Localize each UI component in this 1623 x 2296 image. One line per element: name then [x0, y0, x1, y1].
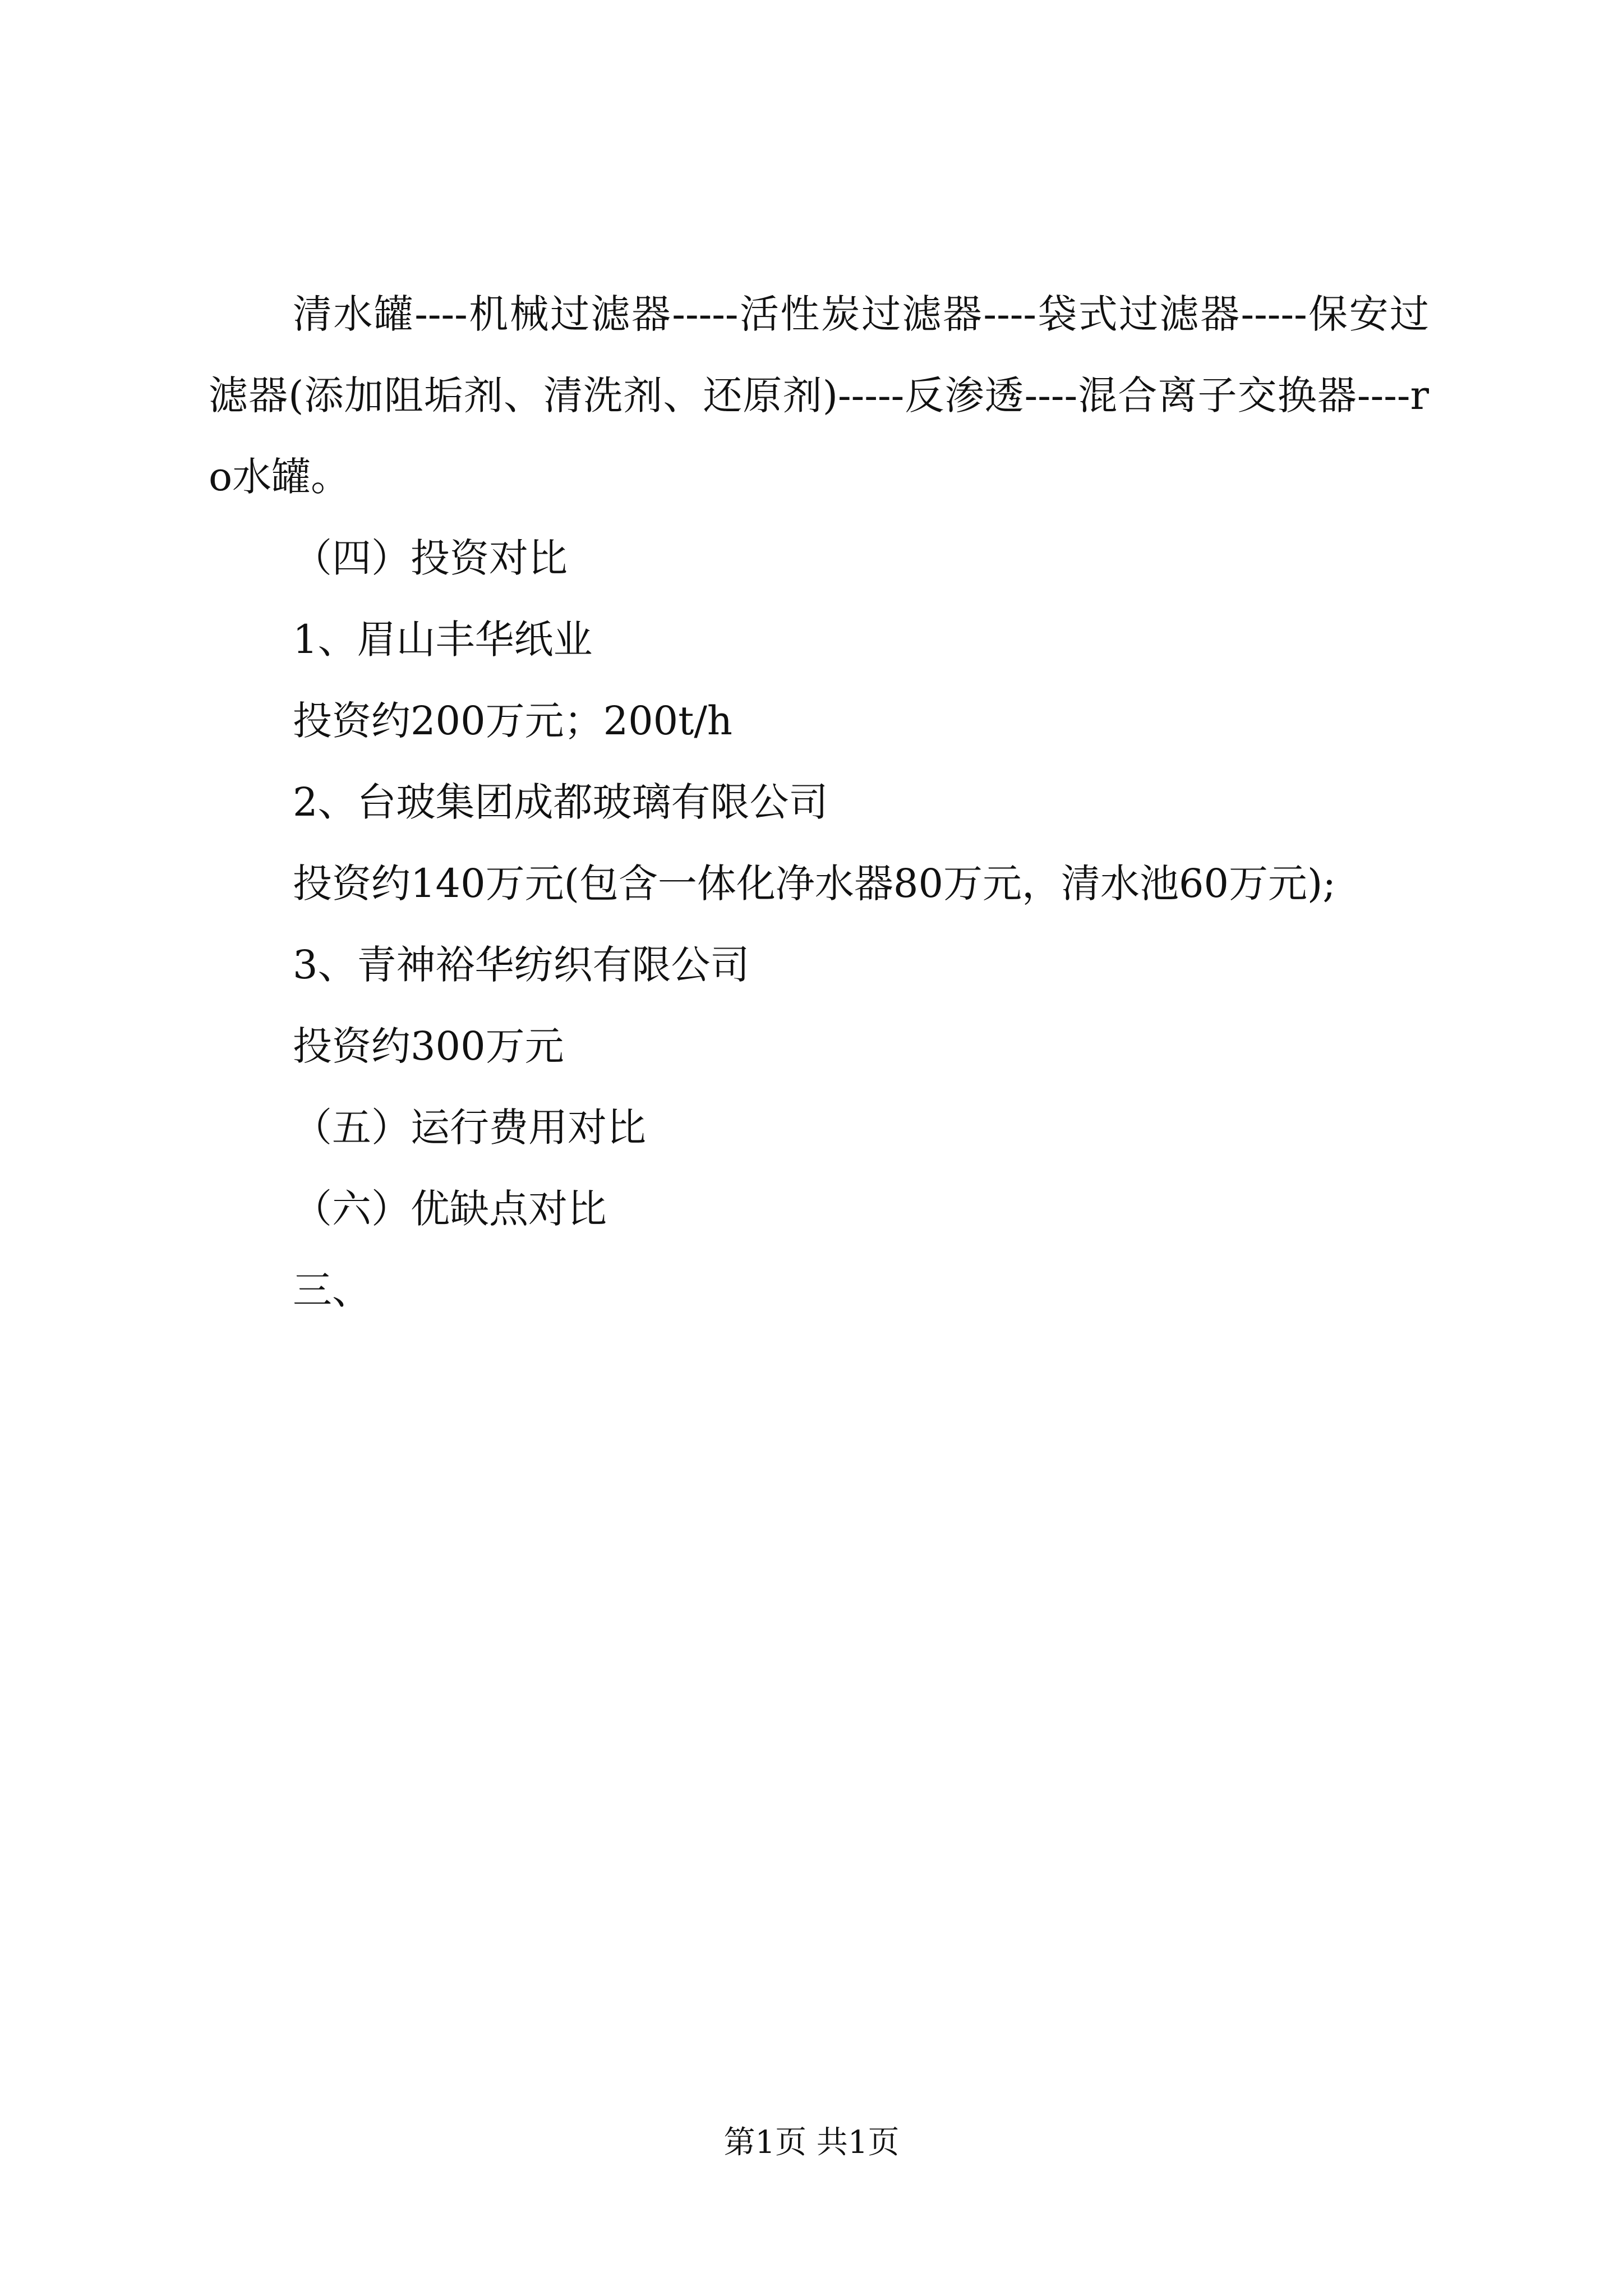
- item-qingshen-yuhua: 3、青神裕华纺织有限公司: [293, 942, 750, 988]
- investment-meishan-fenghua: 投资约200万元；200t/h: [293, 698, 733, 744]
- heading-pros-cons-comparison: （六）优缺点对比: [293, 1186, 607, 1232]
- paragraph-process-flow: 清水罐----机械过滤器-----活性炭过滤器----袋式过滤器-----保安过滤器(添加阻垢剂、清洗剂、还原剂)-----反渗透----混合离子交换器----ro水罐。: [209, 291, 1429, 500]
- investment-taibo-chengdu-glass: 投资约140万元(包含一体化净水器80万元，清水池60万元);: [293, 861, 1336, 907]
- investment-qingshen-yuhua: 投资约300万元: [293, 1023, 564, 1069]
- document-body: [209, 274, 1429, 1331]
- heading-section-three: 三、: [293, 1267, 371, 1313]
- heading-investment-comparison: （四）投资对比: [293, 535, 568, 581]
- heading-operating-cost-comparison: （五）运行费用对比: [293, 1105, 646, 1151]
- page-footer: 第1页 共1页: [723, 2124, 900, 2161]
- item-taibo-chengdu-glass: 2、台玻集团成都玻璃有限公司: [293, 779, 828, 825]
- item-meishan-fenghua: 1、眉山丰华纸业: [293, 616, 593, 662]
